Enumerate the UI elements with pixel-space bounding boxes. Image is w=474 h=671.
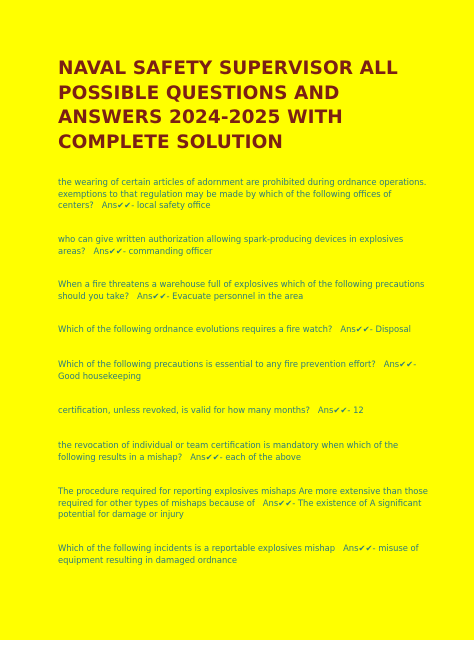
answer-marker: Ans✔✔- xyxy=(383,359,417,369)
answer-text: Evacuate personnel in the area xyxy=(172,290,304,301)
qa-item-9 xyxy=(58,543,428,566)
question-text: certification, unless revoked, is valid for how many months? xyxy=(58,405,310,415)
answer-text: The existence of A significant potential for damage or injury xyxy=(58,497,422,519)
answer-text: commanding officer xyxy=(128,245,213,256)
question-text: When a fire threatens a warehouse full of explosives which of the following precautions should you take? xyxy=(58,279,425,301)
question-text: The procedure required for reporting explosives mishaps Are more extensive than those required for other types of mishaps because of xyxy=(58,486,428,508)
answer-marker: Ans✔✔- xyxy=(190,451,223,462)
question-text: Which of the following incidents is a reportable explosives mishap xyxy=(58,543,336,553)
qa-item-1 xyxy=(58,177,428,212)
question-text: Which of the following precautions is essential to any fire prevention effort? xyxy=(58,359,376,369)
qa-item-5 xyxy=(58,359,428,382)
qa-item-3 xyxy=(58,279,428,302)
qa-item-4 xyxy=(58,324,428,336)
answer-text: local safety office xyxy=(136,200,211,210)
answer-text: each of the above xyxy=(225,451,302,462)
answer-marker: Ans✔✔- xyxy=(262,497,296,508)
answer-marker: Ans✔✔- xyxy=(343,543,376,553)
qa-item-2 xyxy=(58,234,428,257)
answer-marker: Ans✔✔- xyxy=(317,405,351,415)
answer-text: Disposal xyxy=(375,324,411,334)
question-text: the revocation of individual or team certification is mandatory when which of the following results in a mishap? xyxy=(58,440,399,462)
answer-text: misuse of equipment resulting in damaged ordnance xyxy=(58,543,419,565)
answer-marker: Ans✔✔- xyxy=(93,245,126,256)
answer-text: Good housekeeping xyxy=(58,370,142,381)
answer-marker: Ans✔✔- xyxy=(101,200,135,210)
qa-item-8 xyxy=(58,486,428,521)
answer-text: 12 xyxy=(353,405,364,415)
qa-item-6 xyxy=(58,405,428,417)
question-text: Which of the following ordnance evolutions requires a fire watch? xyxy=(58,324,333,334)
qa-item-7 xyxy=(58,440,428,463)
answer-marker: Ans✔✔- xyxy=(340,324,373,334)
question-text: the wearing of certain articles of adornment are prohibited during ordnance operations. exemptions to that regulation may be made by which of the following offices of centers? xyxy=(58,177,427,210)
question-text: who can give written authorization allowing spark-producing devices in explosives areas? xyxy=(58,234,404,256)
document-title: NAVAL SAFETY SUPERVISOR ALL POSSIBLE QUESTIONS AND ANSWERS 2024-2025 WITH COMPLETE SOLUTION xyxy=(58,58,398,153)
answer-marker: Ans✔✔- xyxy=(137,290,170,301)
